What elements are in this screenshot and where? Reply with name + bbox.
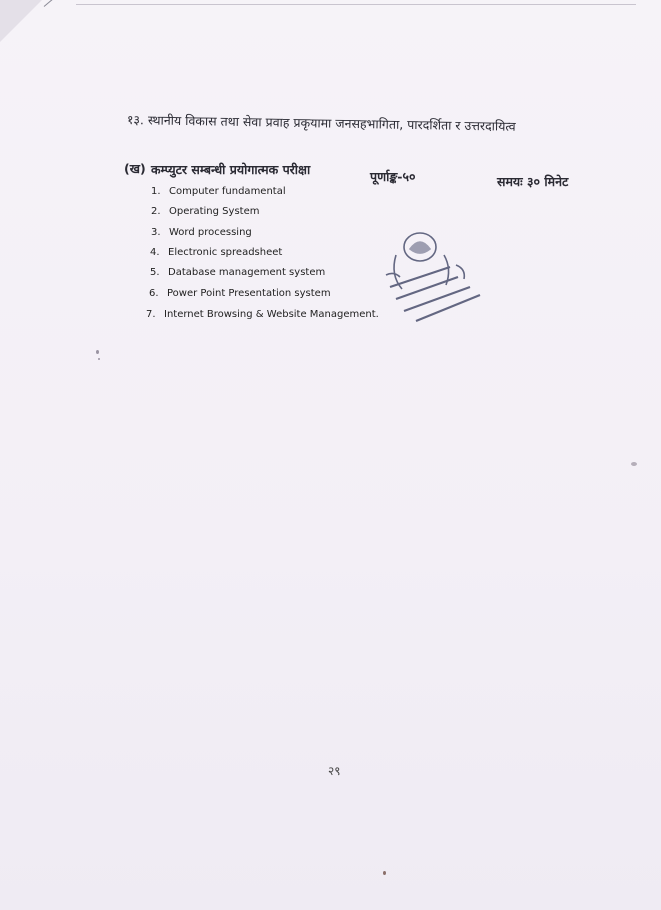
list-item: 7. Internet Browsing & Website Management. bbox=[146, 309, 379, 320]
section-title: कम्प्युटर सम्बन्धी प्रयोगात्मक परीक्षा bbox=[151, 162, 311, 177]
page-fold-corner bbox=[0, 0, 42, 42]
list-item: 4. Electronic spreadsheet bbox=[150, 247, 283, 258]
official-seal-stamp bbox=[376, 225, 488, 325]
paper-speck bbox=[98, 358, 100, 360]
exam-time: समयः ३० मिनेट bbox=[497, 174, 569, 189]
section-label: (ख) bbox=[124, 161, 146, 176]
list-item: 6. Power Point Presentation system bbox=[149, 288, 331, 299]
list-item: 5. Database management system bbox=[150, 267, 326, 278]
paper-speck bbox=[96, 350, 99, 354]
list-item: 2. Operating System bbox=[151, 206, 260, 217]
full-marks: पूर्णाङ्क-५० bbox=[370, 169, 416, 184]
list-item: 3. Word processing bbox=[151, 227, 252, 238]
paper-speck bbox=[383, 871, 386, 875]
page-top-edge bbox=[76, 4, 636, 5]
item-13-heading: १३. स्थानीय विकास तथा सेवा प्रवाह प्रकृयामा जनसहभागिता, पारदर्शिता र उत्तरदायित्व bbox=[126, 112, 516, 134]
list-item: 1. Computer fundamental bbox=[151, 186, 286, 197]
page-number: २९ bbox=[328, 764, 341, 778]
paper-speck bbox=[631, 462, 637, 466]
